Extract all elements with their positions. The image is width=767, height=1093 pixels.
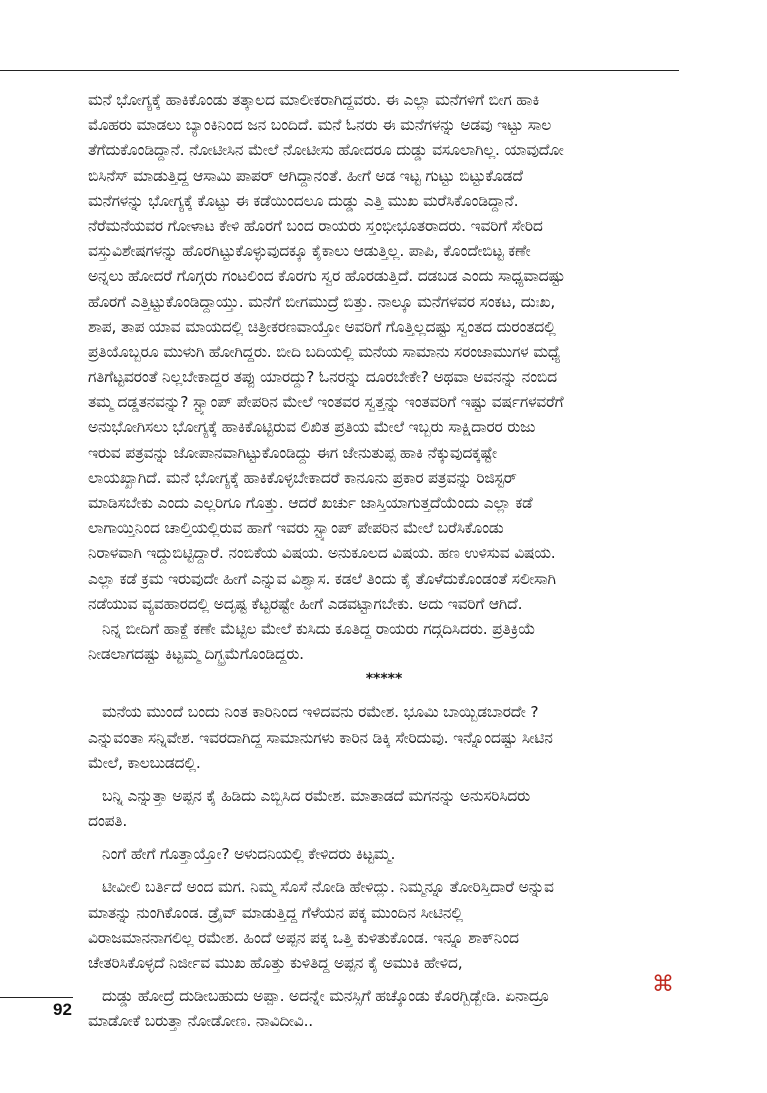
text-line: ನೀಡಲಾಗದಷ್ಟು ಕಿಟ್ಟಮ್ಮ ದಿಗ್ಭ್ರಮೆಗೊಂಡಿದ್ದರು. bbox=[88, 645, 304, 664]
text-line: ದಂಪತಿ. bbox=[88, 812, 128, 831]
text-line: ಇರುವ ಪತ್ರವನ್ನು ಜೋಪಾನವಾಗಿಟ್ಟುಕೊಂಡಿದ್ದು ಈಗ ಜೇನುತುಪ್ಪ ಹಾಕಿ ನೆಕ್ಕುವುದಕ್ಕಷ್ಟೇ bbox=[88, 443, 497, 462]
text-line: ಅನುಭೋಗಿಸಲು ಭೋಗ್ಯಕ್ಕೆ ಹಾಕಿಕೊಟ್ಟಿರುವ ಲಿಖಿತ ಪ್ರತಿಯ ಮೇಲೆ ಇಬ್ಬರು ಸಾಕ್ಷಿದಾರರ ರುಜು bbox=[88, 418, 536, 437]
text-line: ನಿನ್ನ ಬೀದಿಗೆ ಹಾಕ್ದೆ ಕಣೇ ಮೆಟ್ಟಿಲ ಮೇಲೆ ಕುಸಿದು ಕೂತಿದ್ದ ರಾಯರು ಗದ್ಗದಿಸಿದರು. ಪ್ರತಿಕ್ರಿಯೆ bbox=[102, 619, 536, 638]
text-line: ಶಾಪ, ತಾಪ ಯಾವ ಮಾಯದಲ್ಲಿ ಚಿತ್ರೀಕರಣವಾಯ್ತೋ ಅವರಿಗೆ ಗೊತ್ತಿಲ್ಲದಷ್ಟು ಸ್ವಂತದ ದುರಂತದಲ್ಲಿ bbox=[88, 317, 556, 336]
text-line: ನಡೆಯುವ ವ್ಯವಹಾರದಲ್ಲಿ ಅದೃಷ್ಟ ಕೆಟ್ಟರಷ್ಟೇ ಹೀಗೆ ಎಡವಟ್ಟಾಗಬೇಕು. ಅದು ಇವರಿಗೆ ಆಗಿದೆ. bbox=[88, 594, 523, 613]
text-line: ಮಾತನ್ನು ನುಂಗಿಕೊಂಡ. ಡ್ರೈವ್ ಮಾಡುತ್ತಿದ್ದ ಗೆಳೆಯನ ಪಕ್ಕ ಮುಂದಿನ ಸೀಟಿನಲ್ಲಿ bbox=[88, 903, 463, 922]
text-line: ನಿರಾಳವಾಗಿ ಇದ್ದುಬಿಟ್ಟಿದ್ದಾರೆ. ನಂಬಿಕೆಯ ವಿಷಯ. ಅನುಕೂಲದ ವಿಷಯ. ಹಣ ಉಳಿಸುವ ವಿಷಯ. bbox=[88, 544, 556, 563]
page-number: 92 bbox=[53, 1000, 72, 1019]
text-line: ಮೇಲೆ, ಕಾಲಬುಡದಲ್ಲಿ. bbox=[88, 753, 201, 772]
text-line: ತೆಗೆದುಕೊಂಡಿದ್ದಾನೆ. ನೋಟೀಸಿನ ಮೇಲೆ ನೋಟೀಸು ಹೋದರೂ ದುಡ್ಡು ವಸೂಲಾಗಿಲ್ಲ. ಯಾವುದೋ bbox=[88, 141, 564, 160]
text-line: ಗತಿಗೆಟ್ಟವರಂತೆ ನಿಲ್ಲಬೇಕಾದ್ದರ ತಪ್ಪು ಯಾರದ್ದು? ಓನರನ್ನು ದೂರಬೇಕೇ? ಅಥವಾ ಅವನನ್ನು ನಂಬಿದ bbox=[88, 368, 557, 387]
text-line: ಹೊರಗೆ ಎತ್ತಿಟ್ಟುಕೊಂಡಿದ್ದಾಯ್ತು. ಮನೆಗೆ ಬೀಗಮುದ್ರೆ ಬಿತ್ತು. ನಾಲ್ಕೂ ಮನೆಗಳವರ ಸಂಕಟ, ದುಃಖ, bbox=[88, 292, 556, 311]
body-text bbox=[88, 88, 680, 1035]
text-line: ತಮ್ಮ ದಡ್ಡತನವನ್ನು? ಸ್ಟ್ಯಾಂಪ್ ಪೇಪರಿನ ಮೇಲೆ ಇಂತವರ ಸ್ವತ್ತನ್ನು ಇಂತವರಿಗೆ ಇಷ್ಟು ವರ್ಷಗಳವರೆಗೆ bbox=[88, 393, 564, 412]
paragraph-b bbox=[88, 617, 680, 667]
paragraph-f bbox=[88, 875, 680, 976]
text-line: ಎಲ್ಲಾ ಕಡೆ ಕ್ರಮ ಇರುವುದೇ ಹೀಗೆ ಎನ್ನುವ ವಿಶ್ವಾಸ. ಕಡಲೆ ತಿಂದು ಕೈ ತೊಳೆದುಕೊಂಡಂತೆ ಸಲೀಸಾಗಿ bbox=[88, 569, 556, 588]
paragraph-a bbox=[88, 88, 680, 617]
text-line: ಅನ್ನಲು ಹೋದರೆ ಗೊಗ್ಗರು ಗಂಟಲಿಂದ ಕೊರಗು ಸ್ವರ ಹೊರಡುತ್ತಿದೆ. ದಡಬಡ ಎಂದು ಸಾಧ್ಯವಾದಷ್ಟು bbox=[88, 267, 565, 286]
text-line: ಲಾಗಾಯ್ತಿನಿಂದ ಚಾಲ್ತಿಯಲ್ಲಿರುವ ಹಾಗೆ ಇವರು ಸ್ಟ್ಯಾಂಪ್ ಪೇಪರಿನ ಮೇಲೆ ಬರೆಸಿಕೊಂಡು bbox=[88, 519, 504, 538]
paragraph-d bbox=[88, 784, 680, 834]
text-line: ಚೇತರಿಸಿಕೊಳ್ಳದೆ ನಿರ್ಜೀವ ಮುಖ ಹೊತ್ತು ಕುಳಿತಿದ್ದ ಅಪ್ಪನ ಕೈ ಅಮುಕಿ ಹೇಳಿದ, bbox=[88, 954, 463, 972]
paragraph-e bbox=[88, 842, 680, 867]
text-line: ಎನ್ನುವಂತಾ ಸನ್ನಿವೇಶ. ಇವರದಾಗಿದ್ದ ಸಾಮಾನುಗಳು ಕಾರಿನ ಡಿಕ್ಕಿ ಸೇರಿದುವು. ಇನ್ನೊಂದಷ್ಟು ಸೀಟಿನ bbox=[88, 728, 553, 747]
top-rule bbox=[0, 70, 679, 71]
text-line: ಮಾಡೋಕೆ ಬರುತ್ತಾ ನೋಡೋಣ. ನಾವಿದೀವಿ.. bbox=[88, 1012, 314, 1031]
paragraph-g bbox=[88, 984, 680, 1034]
text-line: ವಿರಾಜಮಾನನಾಗಲಿಲ್ಲ ರಮೇಶ. ಹಿಂದೆ ಅಪ್ಪನ ಪಕ್ಕ ಒತ್ತಿ ಕುಳಿತುಕೊಂಡ. ಇನ್ನೂ ಶಾಕ್‌ನಿಂದ bbox=[88, 928, 519, 947]
text-line: ಬಿಸಿನೆಸ್ ಮಾಡುತ್ತಿದ್ದ ಆಸಾಮಿ ಪಾಪರ್ ಆಗಿದ್ದಾನಂತೆ. ಹೀಗೆ ಅಡ ಇಟ್ಟ ಗುಟ್ಟು ಬಿಟ್ಟುಕೊಡದೆ bbox=[88, 166, 523, 185]
text-line: ಪ್ರತಿಯೊಬ್ಬರೂ ಮುಳುಗಿ ಹೋಗಿದ್ದರು. ಬೀದಿ ಬದಿಯಲ್ಲಿ ಮನೆಯ ಸಾಮಾನು ಸರಂಜಾಮುಗಳ ಮಧ್ಯೆ bbox=[88, 342, 561, 361]
text-line: ಮನೆಯ ಮುಂದೆ ಬಂದು ನಿಂತ ಕಾರಿನಿಂದ ಇಳಿದವನು ರಮೇಶ. ಭೂಮಿ ಬಾಯ್ಬಿಡಬಾರದೇ ? bbox=[102, 703, 539, 722]
text-line: ಮನೆ ಭೋಗ್ಯಕ್ಕೆ ಹಾಕಿಕೊಂಡು ತತ್ಕಾಲದ ಮಾಲೀಕರಾಗಿದ್ದವರು. ಈ ಎಲ್ಲಾ ಮನೆಗಳಿಗೆ ಬೀಗ ಹಾಕಿ bbox=[88, 91, 540, 109]
text-line: ನಿಂಗೆ ಹೇಗೆ ಗೊತ್ತಾಯ್ತೋ? ಅಳುದನಿಯಲ್ಲಿ ಕೇಳಿದರು ಕಿಟ್ಟಮ್ಮ. bbox=[102, 845, 396, 864]
text-line: ಟೀವೀಲಿ ಬರ್ತಿದೆ ಅಂದ ಮಗ. ನಿಮ್ಮ ಸೊಸೆ ನೋಡಿ ಹೇಳಿದ್ಲು. ನಿಮ್ಮನ್ನೂ ತೋರಿಸ್ತಿದಾರೆ ಅನ್ನುವ bbox=[102, 878, 554, 897]
text-line: ನೆರೆಮನೆಯವರ ಗೋಳಾಟ ಕೇಳಿ ಹೊರಗೆ ಬಂದ ರಾಯರು ಸ್ತಂಭೀಭೂತರಾದರು. ಇವರಿಗೆ ಸೇರಿದ bbox=[88, 216, 543, 235]
text-line: ಮಾಡಿಸಬೇಕು ಎಂದು ಎಲ್ಲರಿಗೂ ಗೊತ್ತು. ಆದರೆ ಖರ್ಚು ಜಾಸ್ತಿಯಾಗುತ್ತದೆಯೆಂದು ಎಲ್ಲಾ ಕಡೆ bbox=[88, 494, 533, 512]
text-line: ಲಾಯಖ್ಖಾಗಿದೆ. ಮನೆ ಭೋಗ್ಯಕ್ಕೆ ಹಾಕಿಕೊಳ್ಳಬೇಕಾದರೆ ಕಾನೂನು ಪ್ರಕಾರ ಪತ್ರವನ್ನು ರಿಜಿಸ್ಟರ್ bbox=[88, 468, 517, 487]
text-line: ದುಡ್ಡು ಹೋದ್ರೆ ದುಡೀಬಹುದು ಅಪ್ಪಾ. ಅದನ್ನೇ ಮನಸ್ಸಿಗೆ ಹಚ್ಕೊಂಡು ಕೊರಗ್ಬಿಡ್ಬೇಡಿ. ಏನಾದ್ರೂ bbox=[102, 987, 550, 1006]
paragraph-c bbox=[88, 700, 680, 776]
text-line: ವಸ್ತುವಿಶೇಷಗಳನ್ನು ಹೊರಗಿಟ್ಟುಕೊಳ್ಳುವುದಕ್ಕೂ ಕೈಕಾಲು ಆಡುತ್ತಿಲ್ಲ. ಪಾಪಿ, ಕೊಂದೇಬಿಟ್ಟ ಕಣೇ bbox=[88, 242, 531, 261]
text-line: ಮೊಹರು ಮಾಡಲು ಬ್ಯಾಂಕಿನಿಂದ ಜನ ಬಂದಿದೆ. ಮನೆ ಓನರು ಈ ಮನೆಗಳನ್ನು ಅಡವು ಇಟ್ಟು ಸಾಲ bbox=[88, 116, 552, 135]
section-divider: ***** bbox=[365, 671, 403, 688]
text-line: ಮನೆಗಳನ್ನು ಭೋಗ್ಯಕ್ಕೆ ಕೊಟ್ಟು ಈ ಕಡೆಯಿಂದಲೂ ದುಡ್ಡು ಎತ್ತಿ ಮುಖ ಮರೆಸಿಕೊಂಡಿದ್ದಾನೆ. bbox=[88, 191, 519, 210]
text-line: ಬನ್ನಿ ಎನ್ನುತ್ತಾ ಅಪ್ಪನ ಕೈ ಹಿಡಿದು ಎಬ್ಬಿಸಿದ ರಮೇಶ. ಮಾತಾಡದೆ ಮಗನನ್ನು ಅನುಸರಿಸಿದರು bbox=[102, 786, 531, 805]
end-mark-icon: ⌘ bbox=[652, 972, 674, 997]
bottom-rule bbox=[0, 997, 73, 998]
